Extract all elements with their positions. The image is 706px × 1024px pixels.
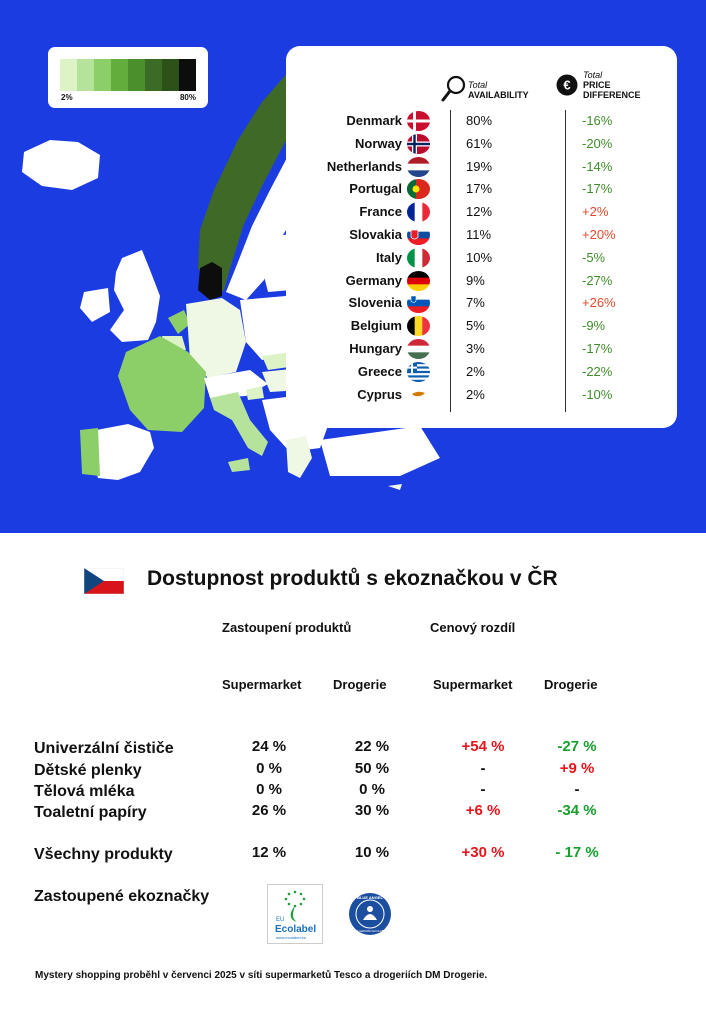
price-difference-value: -17% bbox=[582, 181, 613, 197]
country-name: Germany bbox=[345, 272, 402, 288]
product-category-label: Dětské plenky bbox=[34, 762, 142, 779]
greece-flag-icon bbox=[407, 362, 430, 382]
group-header-price: Cenový rozdíl bbox=[430, 620, 516, 635]
country-name: Slovakia bbox=[349, 227, 402, 242]
eu-ecolabel-logo bbox=[267, 884, 323, 944]
price-difference-value: -9% bbox=[582, 318, 606, 334]
svg-text:BLUE ANGEL: BLUE ANGEL bbox=[357, 895, 383, 900]
blue-angel-logo bbox=[348, 892, 392, 936]
availability-value: 2% bbox=[466, 363, 485, 379]
country-name: Belgium bbox=[350, 318, 402, 334]
svg-text:THE GERMAN ECOLABEL: THE GERMAN ECOLABEL bbox=[352, 929, 388, 933]
availability-header: Total AVAILABILITY bbox=[468, 80, 529, 100]
czech-flag-icon bbox=[84, 568, 124, 594]
availability-value: 2% bbox=[466, 386, 485, 402]
country-name: Hungary bbox=[349, 341, 402, 356]
table-cell: - 17 % bbox=[555, 844, 599, 861]
price-difference-value: -10% bbox=[582, 386, 613, 402]
legend-color-scale bbox=[60, 59, 196, 91]
availability-value: 5% bbox=[466, 318, 485, 334]
product-category-label: Toaletní papíry bbox=[34, 804, 147, 821]
sicily-shape bbox=[228, 458, 250, 472]
table-cell: 0 % bbox=[256, 781, 282, 798]
cyprus-shape bbox=[388, 484, 402, 490]
table-cell: -34 % bbox=[557, 802, 597, 819]
price-difference-header: Total PRICE DIFFERENCE bbox=[583, 70, 641, 100]
table-cell: - bbox=[574, 781, 580, 798]
table-cell: +54 % bbox=[461, 738, 505, 755]
availability-value: 3% bbox=[466, 341, 485, 356]
product-category-label: Tělová mléka bbox=[34, 783, 135, 800]
table-cell: -27 % bbox=[557, 738, 597, 755]
divider-line bbox=[450, 110, 451, 412]
table-cell: 30 % bbox=[354, 802, 390, 819]
table-cell: 0 % bbox=[256, 760, 282, 777]
divider-line bbox=[565, 110, 566, 412]
country-name: Slovenia bbox=[348, 295, 402, 311]
table-cell: - bbox=[480, 760, 486, 777]
country-name: Italy bbox=[375, 249, 402, 265]
germany-flag-icon bbox=[407, 271, 430, 291]
availability-value: 7% bbox=[466, 295, 485, 311]
country-name: Cyprus bbox=[357, 386, 402, 402]
price-difference-value: -16% bbox=[582, 113, 613, 128]
table-cell: +9 % bbox=[559, 760, 595, 777]
legend-swatch bbox=[60, 59, 77, 91]
availability-value: 11% bbox=[466, 227, 492, 242]
availability-value: 19% bbox=[466, 158, 493, 174]
svg-text:€: € bbox=[563, 77, 571, 93]
price-difference-value: -14% bbox=[582, 158, 613, 174]
legend bbox=[48, 47, 208, 108]
svg-text:www.ecolabel.eu: www.ecolabel.eu bbox=[276, 935, 307, 940]
hungary-flag-icon bbox=[407, 339, 430, 359]
legend-swatch bbox=[111, 59, 128, 91]
legend-swatch bbox=[77, 59, 94, 91]
ecolabels-label: Zastoupené ekoznačky bbox=[34, 888, 210, 905]
netherlands-flag-icon bbox=[407, 157, 430, 177]
country-name: Greece bbox=[357, 363, 402, 379]
denmark-flag-icon bbox=[407, 111, 430, 131]
subheader-supermarket: Supermarket bbox=[433, 677, 513, 692]
availability-value: 9% bbox=[466, 272, 485, 288]
subheader-drogerie: Drogerie bbox=[544, 677, 598, 692]
country-name: Denmark bbox=[346, 113, 402, 128]
price-difference-value: -27% bbox=[582, 272, 613, 288]
price-difference-value: +2% bbox=[582, 204, 609, 220]
price-difference-value: -20% bbox=[582, 135, 613, 151]
subheader-drogerie: Drogerie bbox=[333, 677, 387, 692]
table-cell: +30 % bbox=[461, 844, 505, 861]
country-name: Norway bbox=[355, 135, 402, 151]
italy-flag-icon bbox=[407, 248, 430, 268]
turkey-shape bbox=[320, 426, 440, 476]
portugal-shape bbox=[80, 428, 100, 476]
country-name: France bbox=[359, 204, 402, 220]
country-name: Netherlands bbox=[326, 158, 402, 174]
product-category-label: Univerzální čističe bbox=[34, 740, 174, 757]
legend-max-label: 80% bbox=[179, 93, 196, 102]
table-cell: +6 % bbox=[465, 802, 501, 819]
price-difference-value: -22% bbox=[582, 363, 613, 379]
table-cell: 26 % bbox=[251, 802, 287, 819]
euro-icon bbox=[555, 73, 579, 97]
price-difference-value: -17% bbox=[582, 341, 613, 356]
legend-min-label: 2% bbox=[61, 93, 73, 102]
slovakia-flag-icon bbox=[407, 225, 430, 245]
ireland-shape bbox=[80, 288, 110, 322]
availability-value: 80% bbox=[466, 113, 493, 128]
price-difference-value: -5% bbox=[582, 249, 606, 265]
table-cell: - bbox=[480, 781, 486, 798]
italy-shape bbox=[210, 392, 268, 456]
uk-shape bbox=[110, 250, 160, 342]
legend-swatch bbox=[162, 59, 179, 91]
price-difference-value: +26% bbox=[582, 295, 616, 311]
iceland-shape bbox=[22, 140, 100, 190]
availability-value: 10% bbox=[466, 249, 493, 265]
availability-value: 17% bbox=[466, 181, 493, 197]
legend-swatch bbox=[128, 59, 145, 91]
country-name: Portugal bbox=[349, 181, 402, 197]
table-cell: 50 % bbox=[354, 760, 390, 777]
group-header-products: Zastoupení produktů bbox=[222, 620, 352, 635]
subheader-supermarket: Supermarket bbox=[222, 677, 302, 692]
svg-text:Ecolabel: Ecolabel bbox=[275, 924, 317, 935]
product-category-label: Všechny produkty bbox=[34, 846, 173, 863]
svg-text:EU: EU bbox=[276, 917, 285, 923]
denmark-shape bbox=[198, 262, 222, 300]
cyprus-flag-icon bbox=[407, 385, 430, 405]
table-cell: 10 % bbox=[354, 844, 390, 861]
availability-value: 61% bbox=[466, 135, 493, 151]
legend-swatch bbox=[145, 59, 162, 91]
availability-value: 12% bbox=[466, 204, 493, 220]
table-cell: 24 % bbox=[251, 738, 287, 755]
legend-swatch bbox=[179, 59, 196, 91]
page-title: Dostupnost produktů s ekoznačkou v ČR bbox=[147, 567, 558, 590]
norway-flag-icon bbox=[407, 134, 430, 154]
table-cell: 0 % bbox=[359, 781, 385, 798]
price-difference-value: +20% bbox=[582, 227, 616, 242]
table-cell: 22 % bbox=[354, 738, 390, 755]
netherlands-shape bbox=[168, 310, 190, 334]
legend-swatch bbox=[94, 59, 111, 91]
footer-note: Mystery shopping proběhl v červenci 2025 v síti supermarketů Tesco a drogeriích DM Drogerie. bbox=[35, 970, 488, 981]
search-icon bbox=[440, 74, 468, 104]
table-cell: 12 % bbox=[251, 844, 287, 861]
